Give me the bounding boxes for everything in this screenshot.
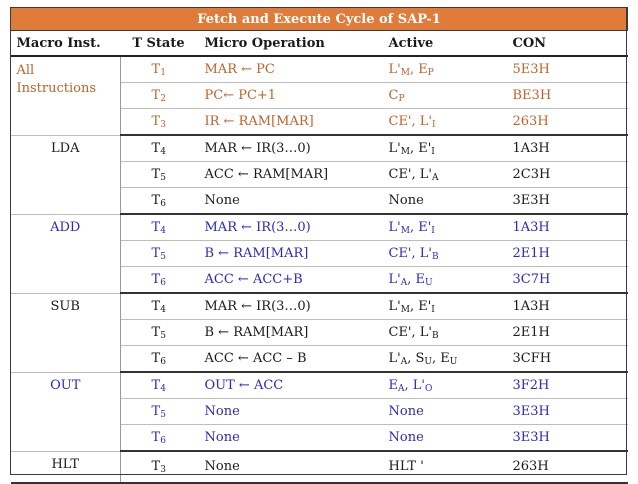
micro-operation-cell: None [197, 399, 381, 425]
t-state-number: 4 [160, 304, 166, 315]
t-state-number: 4 [160, 146, 166, 157]
control-word-cell: 5E3H [505, 56, 628, 83]
t-state-letter: T [151, 377, 161, 393]
macro-instruction-cell: OUT [11, 372, 121, 451]
t-state-letter: T [151, 61, 161, 77]
t-state-cell [121, 399, 197, 425]
active-signals-cell [381, 162, 505, 188]
macro-instruction-cell: ADD [11, 214, 121, 293]
macro-instruction-cell: HLT [11, 451, 121, 483]
signal-subscript: I [431, 304, 435, 315]
t-state-cell [121, 162, 197, 188]
control-word-cell: 3E3H [505, 425, 628, 452]
header-con: CON [505, 31, 628, 57]
control-word-cell: 263H [505, 109, 628, 136]
t-state-number: 1 [160, 67, 166, 78]
t-state-letter: T [151, 140, 161, 156]
t-state-number: 2 [160, 93, 166, 104]
control-word-cell: 2C3H [505, 162, 628, 188]
signal-subscript: U [424, 277, 433, 288]
t-state-letter: T [151, 350, 161, 366]
signal-text: CE', L' [388, 324, 432, 340]
active-signals-cell [381, 451, 505, 483]
signal-text: , E' [409, 219, 432, 235]
signal-subscript: M [400, 67, 410, 78]
signal-subscript: U [449, 356, 458, 367]
t-state-cell [121, 83, 197, 109]
micro-operation-cell: MAR ← IR(3…0) [197, 135, 381, 162]
t-state-cell [121, 188, 197, 215]
table-row [11, 214, 628, 241]
micro-operation-cell: IR ← RAM[MAR] [197, 109, 381, 136]
table-row [11, 451, 628, 483]
control-word-cell: 3C7H [505, 267, 628, 294]
macro-instruction-cell: SUB [11, 293, 121, 372]
active-signals-cell [381, 135, 505, 162]
active-signals-cell [381, 399, 505, 425]
t-state-letter: T [151, 298, 161, 314]
t-state-number: 5 [160, 330, 166, 341]
micro-operation-cell: MAR ← IR(3…0) [197, 293, 381, 320]
signal-subscript: U [424, 356, 432, 367]
signal-subscript: I [431, 119, 436, 130]
signal-text: , S [407, 350, 425, 366]
signal-text: , E' [409, 140, 432, 156]
t-state-letter: T [151, 429, 161, 445]
t-state-letter: T [151, 192, 161, 208]
t-state-number: 3 [160, 464, 166, 475]
signal-text: L' [388, 271, 401, 287]
active-signals-cell [381, 214, 505, 241]
micro-operation-cell: OUT ← ACC [197, 372, 381, 399]
active-signals-cell [381, 372, 505, 399]
t-state-number: 5 [160, 409, 166, 420]
control-word-cell: 3CFH [505, 346, 628, 373]
active-signals-cell [381, 56, 505, 83]
control-word-cell: BE3H [505, 83, 628, 109]
t-state-cell [121, 109, 197, 136]
signal-subscript: A [431, 172, 439, 183]
t-state-cell [121, 214, 197, 241]
control-word-cell: 1A3H [505, 135, 628, 162]
t-state-number: 5 [160, 172, 166, 183]
signal-text: C [388, 87, 399, 103]
t-state-letter: T [151, 87, 161, 103]
signal-text: None [388, 193, 424, 208]
t-state-cell [121, 451, 197, 483]
t-state-letter: T [151, 271, 161, 287]
t-state-number: 6 [160, 277, 166, 288]
active-signals-cell [381, 293, 505, 320]
signal-text: L' [388, 61, 401, 77]
active-signals-cell [381, 83, 505, 109]
signal-text: , E [431, 350, 450, 366]
active-signals-cell [381, 241, 505, 267]
table-row [11, 56, 628, 83]
micro-operation-cell: ACC ← ACC+B [197, 267, 381, 294]
t-state-number: 4 [160, 225, 166, 236]
t-state-number: 6 [160, 198, 166, 209]
signal-subscript: A [398, 383, 405, 394]
signal-text: CE', L' [388, 113, 432, 129]
signal-text: CE', L' [388, 245, 432, 261]
table-row [11, 293, 628, 320]
table-body [11, 56, 628, 483]
signal-subscript: I [431, 146, 435, 157]
signal-subscript: M [400, 146, 410, 157]
signal-text: L' [388, 298, 401, 314]
sap1-cycle-table-container [10, 7, 627, 484]
macro-instruction-cell: LDA [11, 135, 121, 214]
signal-text: , E' [409, 298, 432, 314]
micro-operation-cell: MAR ← PC [197, 56, 381, 83]
t-state-cell [121, 372, 197, 399]
active-signals-cell [381, 320, 505, 346]
signal-text: None [388, 430, 424, 445]
signal-subscript: A [400, 356, 408, 367]
t-state-letter: T [151, 458, 161, 474]
table-header-row [11, 31, 628, 57]
signal-text: L' [388, 350, 401, 366]
table-row [11, 372, 628, 399]
t-state-cell [121, 320, 197, 346]
t-state-cell [121, 346, 197, 373]
signal-text: , E [409, 61, 428, 77]
active-signals-cell [381, 267, 505, 294]
signal-text: , E [407, 271, 425, 287]
active-signals-cell [381, 109, 505, 136]
t-state-number: 6 [160, 356, 166, 367]
signal-subscript: O [424, 383, 433, 394]
signal-subscript: A [400, 277, 408, 288]
micro-operation-cell: B ← RAM[MAR] [197, 241, 381, 267]
t-state-cell [121, 241, 197, 267]
micro-operation-cell: None [197, 188, 381, 215]
t-state-number: 3 [160, 119, 166, 130]
header-micro-operation: Micro Operation [197, 31, 381, 57]
sap1-cycle-table [10, 7, 628, 484]
table-title-row [11, 8, 628, 31]
control-word-cell: 263H [505, 451, 628, 483]
micro-operation-cell: ACC ← ACC – B [197, 346, 381, 373]
table-title: Fetch and Execute Cycle of SAP-1 [11, 8, 628, 31]
micro-operation-cell: MAR ← IR(3…0) [197, 214, 381, 241]
signal-text: CE', L' [388, 166, 432, 182]
active-signals-cell [381, 346, 505, 373]
micro-operation-cell: PC← PC+1 [197, 83, 381, 109]
signal-subscript: M [400, 304, 410, 315]
control-word-cell: 3E3H [505, 399, 628, 425]
t-state-cell [121, 425, 197, 452]
t-state-letter: T [151, 245, 161, 261]
signal-text: , L' [404, 377, 425, 393]
micro-operation-cell: None [197, 425, 381, 452]
t-state-number: 6 [160, 435, 166, 446]
header-t-state: T State [121, 31, 197, 57]
t-state-cell [121, 293, 197, 320]
micro-operation-cell: B ← RAM[MAR] [197, 320, 381, 346]
signal-subscript: B [431, 251, 439, 262]
signal-text: HLT ' [388, 459, 424, 475]
t-state-number: 4 [160, 383, 166, 394]
t-state-cell [121, 56, 197, 83]
table-row [11, 135, 628, 162]
signal-subscript: P [398, 93, 405, 104]
signal-subscript: P [427, 67, 434, 78]
header-macro-inst: Macro Inst. [11, 31, 121, 57]
signal-text: L' [388, 219, 401, 235]
t-state-number: 5 [160, 251, 166, 262]
t-state-letter: T [151, 166, 161, 182]
active-signals-cell [381, 425, 505, 452]
control-word-cell: 2E1H [505, 320, 628, 346]
header-active: Active [381, 31, 505, 57]
control-word-cell: 2E1H [505, 241, 628, 267]
macro-instruction-cell: All Instructions [11, 56, 121, 135]
t-state-cell [121, 267, 197, 294]
signal-subscript: I [431, 225, 435, 236]
t-state-letter: T [151, 113, 161, 129]
t-state-letter: T [151, 324, 161, 340]
control-word-cell: 1A3H [505, 293, 628, 320]
signal-text: E [388, 377, 398, 393]
signal-text: None [388, 404, 424, 419]
t-state-letter: T [151, 219, 161, 235]
signal-subscript: B [431, 330, 439, 341]
signal-subscript: M [400, 225, 410, 236]
micro-operation-cell: None [197, 451, 381, 483]
t-state-letter: T [151, 403, 161, 419]
micro-operation-cell: ACC ← RAM[MAR] [197, 162, 381, 188]
control-word-cell: 1A3H [505, 214, 628, 241]
t-state-cell [121, 135, 197, 162]
signal-text: L' [388, 140, 401, 156]
active-signals-cell [381, 188, 505, 215]
control-word-cell: 3E3H [505, 188, 628, 215]
control-word-cell: 3F2H [505, 372, 628, 399]
